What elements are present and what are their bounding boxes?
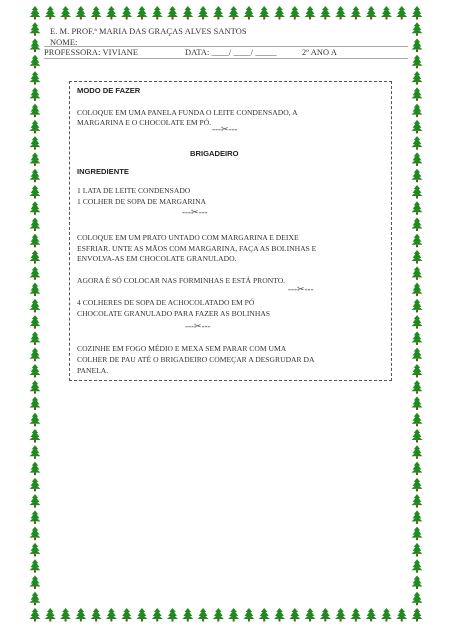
tree-icon (243, 608, 254, 622)
tree-icon (136, 6, 147, 20)
tree-icon (30, 136, 41, 150)
instruction-line: PANELA. (77, 366, 109, 375)
instruction-line: COLHER DE PAU ATÉ O BRIGADEIRO COMEÇAR A DESGRUDAR DA (77, 355, 315, 364)
tree-icon (30, 87, 41, 101)
tree-icon (106, 6, 117, 20)
date-field: DATA: ____/ ____/ _____ (185, 48, 277, 57)
tree-icon (259, 6, 270, 20)
ingredient-item: 1 LATA DE LEITE CONDENSADO (77, 186, 191, 195)
teacher-label: PROFESSORA: VIVIANE (44, 48, 139, 57)
tree-icon (152, 608, 163, 622)
tree-icon (228, 6, 239, 20)
ingredient-item: 4 COLHERES DE SOPA DE ACHOCOLATADO EM PÓ (77, 298, 255, 307)
tree-icon (45, 6, 56, 20)
tree-icon (412, 299, 423, 313)
tree-icon (412, 527, 423, 541)
tree-icon (30, 104, 41, 118)
tree-icon (366, 6, 377, 20)
tree-icon (198, 6, 209, 20)
tree-icon (412, 462, 423, 476)
tree-icon (412, 152, 423, 166)
tree-icon (30, 201, 41, 215)
tree-icon (335, 608, 346, 622)
tree-icon (412, 559, 423, 573)
tree-icon (30, 169, 41, 183)
tree-icon (30, 120, 41, 134)
ingredient-item: CHOCOLATE GRANULADO PARA FAZER AS BOLINHAS (77, 309, 271, 318)
tree-icon (320, 6, 331, 20)
tree-icon (30, 22, 41, 36)
tree-icon (45, 608, 56, 622)
modo-de-fazer-heading: MODO DE FAZER (77, 86, 141, 95)
tree-icon (412, 87, 423, 101)
tree-icon (366, 608, 377, 622)
name-line (44, 46, 408, 47)
tree-icon (412, 201, 423, 215)
tree-icon (412, 136, 423, 150)
tree-icon (30, 559, 41, 573)
tree-icon (320, 608, 331, 622)
tree-icon (167, 6, 178, 20)
tree-icon (412, 575, 423, 589)
tree-icon (30, 527, 41, 541)
tree-icon (412, 234, 423, 248)
tree-icon (30, 543, 41, 557)
tree-icon (396, 608, 407, 622)
tree-icon (106, 608, 117, 622)
tree-icon (30, 494, 41, 508)
tree-icon (305, 608, 316, 622)
tree-icon (30, 299, 41, 313)
tree-icon (412, 348, 423, 362)
tree-icon (412, 608, 423, 622)
tree-icon (412, 283, 423, 297)
tree-icon (412, 543, 423, 557)
tree-icon (30, 218, 41, 232)
instruction-line: COZINHE EM FOGO MÉDIO E MEXA SEM PARAR COM UMA (77, 344, 287, 353)
tree-icon (30, 478, 41, 492)
tree-icon (412, 380, 423, 394)
tree-icon (412, 104, 423, 118)
tree-icon (350, 608, 361, 622)
tree-icon (60, 6, 71, 20)
tree-icon (30, 250, 41, 264)
tree-icon (30, 380, 41, 394)
tree-icon (350, 6, 361, 20)
tree-icon (75, 608, 86, 622)
tree-icon (412, 494, 423, 508)
tree-icon (198, 608, 209, 622)
tree-icon (30, 331, 41, 345)
tree-icon (228, 608, 239, 622)
modo-line: COLOQUE EM UMA PANELA FUNDA O LEITE CONDENSADO, A (77, 108, 298, 117)
tree-icon (412, 592, 423, 606)
tree-icon (30, 396, 41, 410)
modo-line: MARGARINA E O CHOCOLATE EM PÓ. (77, 118, 212, 127)
tree-icon (305, 6, 316, 20)
tree-icon (412, 71, 423, 85)
tree-icon (30, 445, 41, 459)
tree-icon (30, 348, 41, 362)
tree-icon (30, 283, 41, 297)
tree-icon (412, 120, 423, 134)
grade-label: 2º ANO A (302, 48, 338, 57)
tree-icon (121, 6, 132, 20)
tree-icon (274, 6, 285, 20)
school-name: E. M. PROF.ª MARIA DAS GRAÇAS ALVES SANTOS (50, 27, 247, 36)
scissors-icon: ---✂--- (182, 207, 208, 217)
tree-icon (30, 510, 41, 523)
tree-icon (412, 169, 423, 183)
recipe-title: BRIGADEIRO (190, 149, 239, 158)
tree-icon (412, 396, 423, 410)
tree-icon (412, 510, 423, 523)
tree-icon (30, 364, 41, 378)
tree-icon (30, 575, 41, 589)
tree-icon (412, 55, 423, 69)
tree-icon (30, 429, 41, 443)
tree-icon (30, 266, 41, 280)
tree-icon (412, 218, 423, 232)
tree-icon (30, 55, 41, 69)
tree-icon (182, 6, 193, 20)
instruction-line: AGORA É SÓ COLOCAR NAS FORMINHAS E ESTÁ PRONTO. (77, 276, 286, 285)
header-divider (44, 58, 408, 59)
tree-icon (289, 608, 300, 622)
tree-icon (243, 6, 254, 20)
tree-icon (60, 608, 71, 622)
tree-icon (412, 413, 423, 427)
tree-icon (182, 608, 193, 622)
tree-icon (30, 185, 41, 199)
tree-icon (396, 6, 407, 20)
tree-icon (381, 608, 392, 622)
tree-icon (412, 445, 423, 459)
tree-icon (381, 6, 392, 20)
tree-icon (412, 6, 423, 20)
ingredients-heading: INGREDIENTE (77, 167, 129, 176)
tree-icon (412, 250, 423, 264)
tree-icon (30, 152, 41, 166)
tree-icon (412, 364, 423, 378)
instruction-line: ENVOLVA-AS EM CHOCOLATE GRANULADO. (77, 254, 237, 263)
tree-icon (136, 608, 147, 622)
tree-icon (30, 39, 41, 53)
tree-icon (30, 315, 41, 329)
tree-icon (274, 608, 285, 622)
tree-icon (412, 478, 423, 492)
tree-icon (289, 6, 300, 20)
tree-icon (412, 331, 423, 345)
tree-icon (30, 592, 41, 606)
tree-icon (412, 39, 423, 53)
tree-icon (213, 6, 224, 20)
scissors-icon: ---✂--- (288, 284, 314, 294)
tree-icon (91, 6, 102, 20)
tree-icon (30, 234, 41, 248)
tree-icon (152, 6, 163, 20)
tree-icon (412, 185, 423, 199)
tree-icon (30, 413, 41, 427)
tree-icon (213, 608, 224, 622)
tree-icon (121, 608, 132, 622)
tree-icon (412, 315, 423, 329)
tree-icon (412, 429, 423, 443)
tree-icon (412, 266, 423, 280)
instruction-line: COLOQUE EM UM PRATO UNTADO COM MARGARINA E DEIXE (77, 233, 299, 242)
tree-icon (335, 6, 346, 20)
tree-icon (259, 608, 270, 622)
scissors-icon: ---✂--- (212, 124, 238, 134)
tree-icon (30, 462, 41, 476)
instruction-line: ESFRIAR. UNTE AS MÃOS COM MARGARINA, FAÇA AS BOLINHAS E (77, 244, 317, 253)
scissors-icon: ---✂--- (185, 321, 211, 331)
tree-icon (30, 608, 41, 622)
tree-icon (30, 6, 41, 20)
tree-icon (91, 608, 102, 622)
tree-icon (75, 6, 86, 20)
ingredient-item: 1 COLHER DE SOPA DE MARGARINA (77, 197, 207, 206)
tree-icon (412, 22, 423, 36)
tree-icon (167, 608, 178, 622)
name-label: NOME: (50, 38, 78, 47)
tree-icon (30, 71, 41, 85)
